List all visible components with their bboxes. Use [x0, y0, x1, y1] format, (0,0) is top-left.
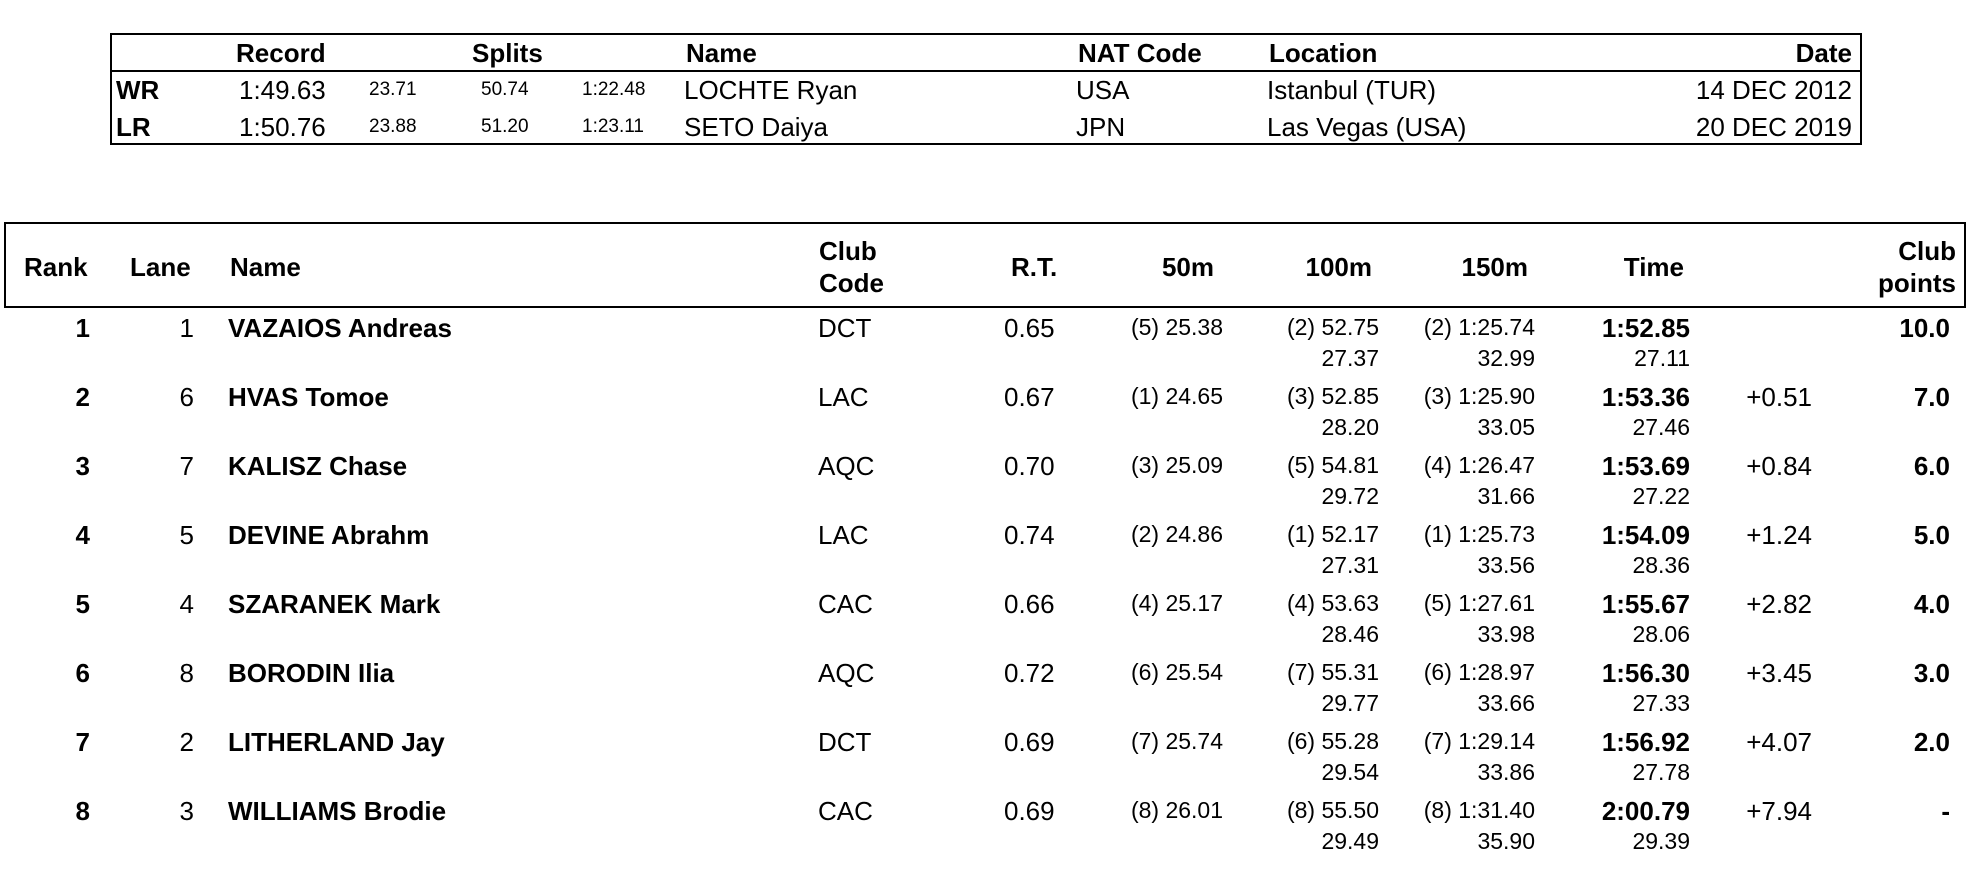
record-holder-name: SETO Daiya — [684, 112, 829, 142]
swimmer-name: VAZAIOS Andreas — [228, 313, 452, 343]
split-50m-cell: (5) 25.38 — [1130, 314, 1223, 340]
time-behind-cell: +0.51 — [1746, 382, 1812, 412]
reaction-time-cell: 0.69 — [1004, 796, 1055, 826]
header-club-code-line1: Club — [819, 236, 877, 266]
record-split-2: 51.20 — [481, 116, 529, 137]
club-code-cell: DCT — [818, 727, 872, 757]
time-behind-cell: +1.24 — [1746, 520, 1812, 550]
split-50m-cell: (7) 25.74 — [1130, 728, 1223, 754]
club-points-cell: 4.0 — [1913, 589, 1950, 619]
rank-cell: 1 — [75, 313, 90, 343]
rank-cell: 5 — [75, 589, 90, 619]
final-time-cell: 1:56.30 — [1601, 658, 1690, 688]
split-100m-cell: (4) 53.63 — [1286, 590, 1379, 616]
split-150m-cell: (1) 1:25.73 — [1423, 521, 1535, 547]
split-50m-cell: (2) 24.86 — [1130, 521, 1223, 547]
rank-cell: 3 — [75, 451, 90, 481]
swimmer-name: KALISZ Chase — [228, 451, 408, 481]
swimmer-name: DEVINE Abrahm — [228, 520, 430, 550]
rank-cell: 2 — [75, 382, 90, 412]
reaction-time-cell: 0.70 — [1004, 451, 1055, 481]
reaction-time-cell: 0.72 — [1004, 658, 1055, 688]
split-150m-lap-cell: 33.66 — [1477, 690, 1535, 716]
club-points-cell: 7.0 — [1913, 382, 1950, 412]
record-type: WR — [116, 75, 160, 105]
reaction-time-cell: 0.65 — [1004, 313, 1055, 343]
split-50m-cell: (6) 25.54 — [1130, 659, 1223, 685]
time-behind-cell: +2.82 — [1746, 589, 1812, 619]
swimmer-name: BORODIN Ilia — [228, 658, 395, 688]
reaction-time-cell: 0.67 — [1004, 382, 1055, 412]
club-code-cell: CAC — [818, 796, 873, 826]
record-split-3: 1:22.48 — [582, 79, 646, 100]
final-lap-cell: 27.11 — [1634, 345, 1690, 371]
records-header-location: Location — [1269, 38, 1378, 68]
header-lane: Lane — [130, 252, 191, 282]
split-150m-lap-cell: 33.98 — [1477, 621, 1535, 647]
swimmer-name: LITHERLAND Jay — [228, 727, 445, 757]
records-header-splits: Splits — [472, 38, 543, 68]
results-header-row — [4, 222, 1966, 308]
records-header-nat: NAT Code — [1078, 38, 1202, 68]
record-nat-code: USA — [1076, 75, 1130, 105]
header-time: Time — [1623, 252, 1684, 282]
split-50m-cell: (8) 26.01 — [1130, 797, 1223, 823]
record-type: LR — [116, 112, 151, 142]
swimmer-name: WILLIAMS Brodie — [228, 796, 447, 826]
club-code-cell: AQC — [818, 658, 875, 688]
header-club-code-line2: Code — [819, 268, 884, 298]
rank-cell: 6 — [75, 658, 90, 688]
club-points-cell: 5.0 — [1913, 520, 1950, 550]
header-rank: Rank — [24, 252, 88, 282]
lane-cell: 7 — [179, 451, 194, 481]
header-50m: 50m — [1161, 252, 1214, 282]
lane-cell: 5 — [179, 520, 194, 550]
split-150m-lap-cell: 33.05 — [1477, 414, 1535, 440]
records-header-date: Date — [1795, 38, 1852, 68]
split-100m-lap-cell: 28.46 — [1321, 621, 1379, 647]
final-lap-cell: 29.39 — [1632, 828, 1690, 854]
split-150m-lap-cell: 33.86 — [1477, 759, 1535, 785]
split-100m-cell: (8) 55.50 — [1286, 797, 1379, 823]
final-lap-cell: 27.33 — [1632, 690, 1690, 716]
swimmer-name: HVAS Tomoe — [228, 382, 389, 412]
final-time-cell: 2:00.79 — [1601, 796, 1690, 826]
record-nat-code: JPN — [1076, 112, 1126, 142]
reaction-time-cell: 0.74 — [1004, 520, 1055, 550]
split-150m-cell: (5) 1:27.61 — [1423, 590, 1535, 616]
club-code-cell: CAC — [818, 589, 873, 619]
split-50m-cell: (3) 25.09 — [1130, 452, 1223, 478]
record-date: 20 DEC 2019 — [1695, 112, 1852, 142]
final-time-cell: 1:53.36 — [1601, 382, 1690, 412]
final-time-cell: 1:55.67 — [1601, 589, 1690, 619]
final-time-cell: 1:54.09 — [1601, 520, 1690, 550]
club-points-cell: 10.0 — [1899, 313, 1950, 343]
split-100m-cell: (5) 54.81 — [1286, 452, 1379, 478]
record-time: 1:50.76 — [239, 112, 326, 142]
lane-cell: 3 — [179, 796, 194, 826]
final-lap-cell: 28.36 — [1632, 552, 1690, 578]
rank-cell: 8 — [75, 796, 90, 826]
record-holder-name: LOCHTE Ryan — [684, 75, 858, 105]
final-lap-cell: 28.06 — [1632, 621, 1690, 647]
split-100m-cell: (7) 55.31 — [1286, 659, 1379, 685]
header-name: Name — [230, 252, 301, 282]
header-club-points-line2: points — [1878, 268, 1956, 298]
club-points-cell: 6.0 — [1913, 451, 1950, 481]
split-100m-lap-cell: 27.37 — [1321, 345, 1379, 371]
reaction-time-cell: 0.69 — [1004, 727, 1055, 757]
club-points-cell: 2.0 — [1913, 727, 1950, 757]
split-100m-lap-cell: 27.31 — [1321, 552, 1379, 578]
split-150m-lap-cell: 31.66 — [1477, 483, 1535, 509]
record-split-2: 50.74 — [481, 79, 529, 100]
split-150m-cell: (4) 1:26.47 — [1423, 452, 1535, 478]
club-points-cell: 3.0 — [1913, 658, 1950, 688]
split-150m-lap-cell: 32.99 — [1477, 345, 1535, 371]
lane-cell: 8 — [179, 658, 194, 688]
club-points-cell: - — [1941, 796, 1950, 826]
record-time: 1:49.63 — [239, 75, 326, 105]
record-date: 14 DEC 2012 — [1695, 75, 1852, 105]
split-100m-lap-cell: 29.49 — [1321, 828, 1379, 854]
final-time-cell: 1:56.92 — [1601, 727, 1690, 757]
header-club-points-line1: Club — [1898, 236, 1956, 266]
split-100m-lap-cell: 29.54 — [1321, 759, 1379, 785]
records-header-record: Record — [236, 38, 326, 68]
split-150m-cell: (3) 1:25.90 — [1423, 383, 1535, 409]
record-split-1: 23.71 — [369, 79, 417, 100]
split-100m-cell: (3) 52.85 — [1286, 383, 1379, 409]
header-rt: R.T. — [1011, 252, 1058, 282]
split-100m-lap-cell: 29.72 — [1321, 483, 1379, 509]
split-50m-cell: (1) 24.65 — [1130, 383, 1223, 409]
record-split-3: 1:23.11 — [582, 116, 644, 137]
swimmer-name: SZARANEK Mark — [228, 589, 441, 619]
lane-cell: 2 — [179, 727, 194, 757]
time-behind-cell: +3.45 — [1746, 658, 1812, 688]
time-behind-cell: +7.94 — [1746, 796, 1812, 826]
split-150m-cell: (8) 1:31.40 — [1423, 797, 1535, 823]
header-100m: 100m — [1305, 252, 1372, 282]
split-150m-cell: (6) 1:28.97 — [1423, 659, 1535, 685]
split-100m-lap-cell: 29.77 — [1321, 690, 1379, 716]
final-lap-cell: 27.22 — [1632, 483, 1690, 509]
time-behind-cell: +0.84 — [1746, 451, 1812, 481]
lane-cell: 6 — [179, 382, 194, 412]
time-behind-cell: +4.07 — [1746, 727, 1812, 757]
split-150m-cell: (2) 1:25.74 — [1423, 314, 1535, 340]
club-code-cell: LAC — [818, 382, 869, 412]
record-location: Las Vegas (USA) — [1267, 112, 1467, 142]
record-split-1: 23.88 — [369, 116, 417, 137]
split-50m-cell: (4) 25.17 — [1130, 590, 1223, 616]
final-time-cell: 1:52.85 — [1601, 313, 1690, 343]
rank-cell: 4 — [75, 520, 90, 550]
records-header-divider — [112, 70, 1860, 72]
split-100m-cell: (1) 52.17 — [1286, 521, 1379, 547]
final-lap-cell: 27.78 — [1632, 759, 1690, 785]
lane-cell: 1 — [179, 313, 194, 343]
club-code-cell: AQC — [818, 451, 875, 481]
reaction-time-cell: 0.66 — [1004, 589, 1055, 619]
split-100m-lap-cell: 28.20 — [1321, 414, 1379, 440]
header-150m: 150m — [1461, 252, 1528, 282]
split-150m-lap-cell: 35.90 — [1477, 828, 1535, 854]
record-location: Istanbul (TUR) — [1267, 75, 1437, 105]
rank-cell: 7 — [75, 727, 90, 757]
club-code-cell: LAC — [818, 520, 869, 550]
split-100m-cell: (6) 55.28 — [1286, 728, 1379, 754]
final-lap-cell: 27.46 — [1632, 414, 1690, 440]
final-time-cell: 1:53.69 — [1601, 451, 1690, 481]
split-150m-lap-cell: 33.56 — [1477, 552, 1535, 578]
records-header-name: Name — [686, 38, 757, 68]
split-100m-cell: (2) 52.75 — [1286, 314, 1379, 340]
club-code-cell: DCT — [818, 313, 872, 343]
split-150m-cell: (7) 1:29.14 — [1423, 728, 1535, 754]
lane-cell: 4 — [179, 589, 194, 619]
